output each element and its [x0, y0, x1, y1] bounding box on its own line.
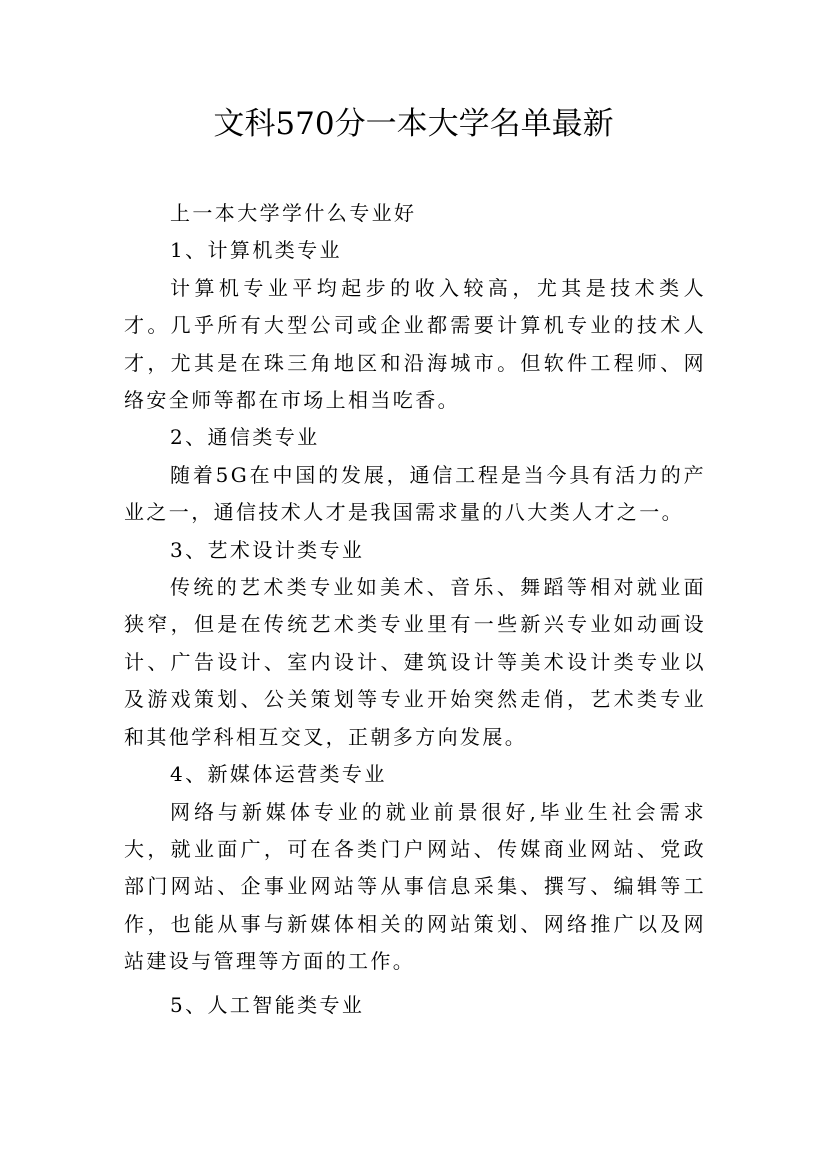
document-body [124, 195, 706, 1024]
paragraph-art-design: 传统的艺术类专业如美术、音乐、舞蹈等相对就业面狭窄，但是在传统艺术类专业里有一些新兴专业如动画设计、广告设计、室内设计、建筑设计等美术设计类专业以及游戏策划、公关策划等专业开始突然走俏，艺术类专业和其他学科相互交叉，正朝多方向发展。 [124, 575, 706, 749]
item-heading-communication: 2、通信类专业 [170, 425, 320, 450]
paragraph-computer: 计算机专业平均起步的收入较高，尤其是技术类人才。几乎所有大型公司或企业都需要计算机专业的技术人才，尤其是在珠三角地区和沿海城市。但软件工程师、网络安全师等都在市场上相当吃香。 [124, 275, 706, 413]
section-heading: 上一本大学学什么专业好 [170, 201, 417, 225]
document-title: 文科570分一本大学名单最新 [213, 106, 614, 142]
paragraph-communication: 随着5G在中国的发展，通信工程是当今具有活力的产业之一，通信技术人才是我国需求量的八大类人才之一。 [124, 462, 706, 525]
item-heading-computer: 1、计算机类专业 [170, 238, 342, 263]
item-heading-art-design: 3、艺术设计类专业 [170, 537, 365, 562]
item-heading-ai: 5、人工智能类专业 [170, 992, 365, 1017]
item-heading-new-media: 4、新媒体运营类专业 [170, 762, 387, 787]
paragraph-new-media: 网络与新媒体专业的就业前景很好,毕业生社会需求大，就业面广，可在各类门户网站、传媒商业网站、党政部门网站、企事业网站等从事信息采集、撰写、编辑等工作，也能从事与新媒体相关的网站策划、网络推广以及网站建设与管理等方面的工作。 [124, 799, 706, 974]
